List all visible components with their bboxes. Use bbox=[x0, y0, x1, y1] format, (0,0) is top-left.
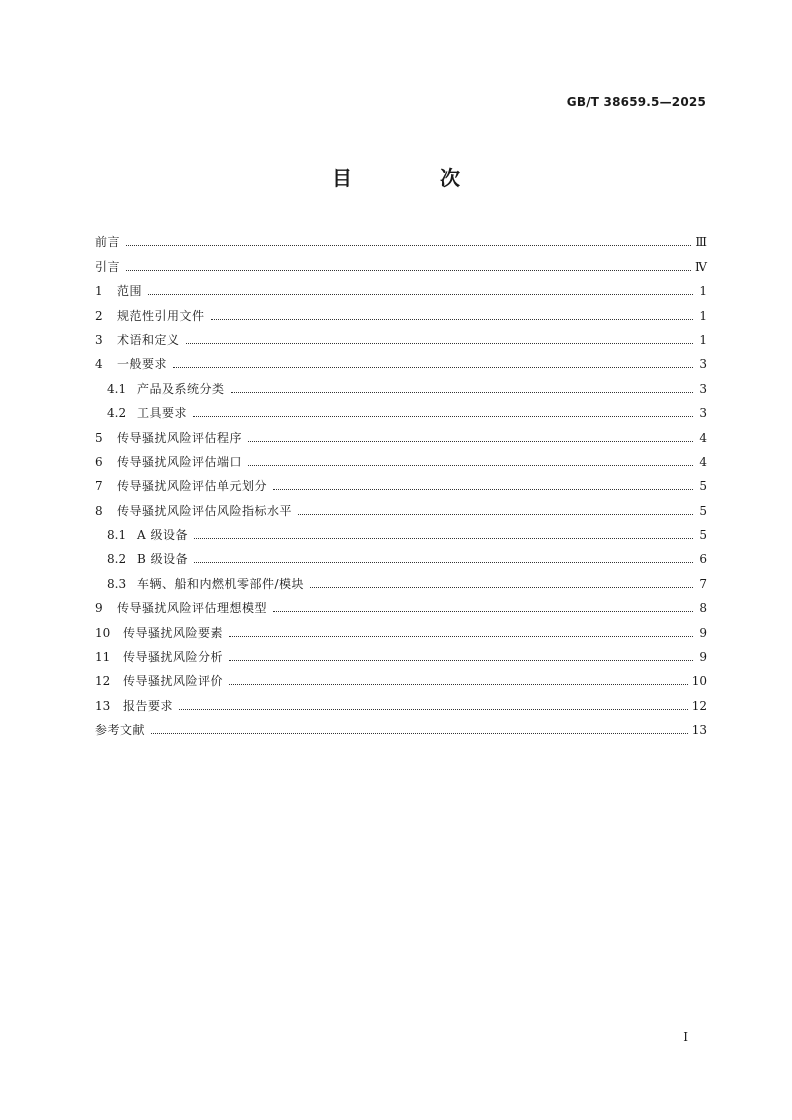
toc-entry-page: 7 bbox=[699, 576, 707, 591]
toc-entry-introduction[interactable] bbox=[95, 250, 707, 274]
toc-entry-number: 3 bbox=[95, 332, 103, 347]
standard-code: GB/T 38659.5—2025 bbox=[566, 95, 706, 109]
toc-entry-label: 一般要求 bbox=[117, 357, 168, 372]
page-number: Ⅰ bbox=[683, 1030, 688, 1044]
toc-entry-label: 传导骚扰风险评估单元划分 bbox=[117, 479, 268, 494]
toc-entry-page: 3 bbox=[699, 357, 707, 372]
toc-entry-page: 6 bbox=[699, 552, 707, 567]
toc-entry-9[interactable] bbox=[95, 592, 707, 616]
toc-entry-number: 8.3 bbox=[107, 576, 127, 591]
toc-entry-page: 3 bbox=[699, 381, 707, 396]
toc-entry-11[interactable] bbox=[95, 641, 707, 665]
table-of-contents bbox=[95, 226, 707, 738]
toc-entry-foreword[interactable] bbox=[95, 226, 707, 250]
toc-entry-page: 3 bbox=[699, 406, 707, 421]
toc-leader-dots bbox=[248, 464, 693, 466]
toc-leader-dots bbox=[229, 659, 693, 661]
toc-leader-dots bbox=[126, 269, 691, 271]
toc-entry-page: Ⅳ bbox=[695, 259, 707, 274]
toc-leader-dots bbox=[194, 537, 693, 539]
toc-entry-4[interactable] bbox=[95, 348, 707, 372]
toc-entry-page: 1 bbox=[699, 284, 707, 299]
toc-entry-6[interactable] bbox=[95, 446, 707, 470]
toc-entry-page: 5 bbox=[699, 479, 707, 494]
toc-entry-label: 前言 bbox=[95, 235, 121, 250]
toc-leader-dots bbox=[193, 415, 693, 417]
toc-entry-label: 传导骚扰风险评估程序 bbox=[117, 430, 243, 445]
toc-entry-label: 车辆、船和内燃机零部件/模块 bbox=[137, 576, 305, 591]
toc-entry-page: 5 bbox=[699, 528, 707, 543]
toc-entry-label: 传导骚扰风险分析 bbox=[123, 650, 224, 665]
toc-leader-dots bbox=[148, 293, 693, 295]
toc-entry-label: 规范性引用文件 bbox=[117, 308, 205, 323]
toc-entry-number: 8.1 bbox=[107, 528, 127, 543]
toc-entry-number: 4 bbox=[95, 357, 103, 372]
toc-leader-dots bbox=[173, 366, 693, 368]
toc-entry-2[interactable] bbox=[95, 299, 707, 323]
toc-entry-4-1[interactable] bbox=[95, 372, 707, 396]
toc-entry-number: 1 bbox=[95, 284, 103, 299]
toc-entry-page: 12 bbox=[691, 698, 707, 713]
toc-entry-label: 参考文献 bbox=[95, 723, 146, 738]
toc-leader-dots bbox=[248, 440, 693, 442]
toc-entry-page: Ⅲ bbox=[695, 235, 707, 250]
toc-entry-page: 10 bbox=[691, 674, 707, 689]
toc-entry-5[interactable] bbox=[95, 421, 707, 445]
toc-leader-dots bbox=[126, 244, 691, 246]
toc-entry-number: 5 bbox=[95, 430, 103, 445]
toc-entry-1[interactable] bbox=[95, 275, 707, 299]
toc-entry-label: B 级设备 bbox=[137, 552, 189, 567]
toc-entry-label: 传导骚扰风险评价 bbox=[123, 674, 224, 689]
toc-entry-number: 9 bbox=[95, 601, 103, 616]
toc-leader-dots bbox=[179, 708, 688, 710]
toc-entry-label: 术语和定义 bbox=[117, 332, 180, 347]
toc-entry-label: 传导骚扰风险评估风险指标水平 bbox=[117, 503, 293, 518]
toc-leader-dots bbox=[298, 513, 693, 515]
toc-entry-number: 2 bbox=[95, 308, 103, 323]
toc-entry-3[interactable] bbox=[95, 324, 707, 348]
toc-entry-number: 11 bbox=[95, 650, 111, 665]
toc-entry-label: 工具要求 bbox=[137, 406, 188, 421]
toc-entry-8-1[interactable] bbox=[95, 519, 707, 543]
toc-leader-dots bbox=[273, 610, 693, 612]
toc-entry-10[interactable] bbox=[95, 616, 707, 640]
toc-leader-dots bbox=[229, 683, 688, 685]
toc-entry-number: 10 bbox=[95, 625, 111, 640]
toc-entry-label: 传导骚扰风险要素 bbox=[123, 625, 224, 640]
toc-entry-8-2[interactable] bbox=[95, 543, 707, 567]
toc-leader-dots bbox=[151, 732, 688, 734]
toc-leader-dots bbox=[186, 342, 693, 344]
toc-entry-page: 4 bbox=[699, 430, 707, 445]
toc-leader-dots bbox=[273, 488, 693, 490]
toc-entry-7[interactable] bbox=[95, 470, 707, 494]
toc-entry-label: 传导骚扰风险评估端口 bbox=[117, 454, 243, 469]
toc-entry-4-2[interactable] bbox=[95, 397, 707, 421]
toc-entry-page: 9 bbox=[699, 650, 707, 665]
toc-entry-number: 6 bbox=[95, 454, 103, 469]
toc-entry-8-3[interactable] bbox=[95, 567, 707, 591]
toc-entry-12[interactable] bbox=[95, 665, 707, 689]
toc-entry-number: 8.2 bbox=[107, 552, 127, 567]
toc-entry-label: 产品及系统分类 bbox=[137, 381, 225, 396]
toc-leader-dots bbox=[310, 586, 693, 588]
toc-entry-page: 5 bbox=[699, 503, 707, 518]
toc-entry-page: 4 bbox=[699, 454, 707, 469]
toc-entry-number: 12 bbox=[95, 674, 111, 689]
toc-entry-number: 4.1 bbox=[107, 381, 127, 396]
toc-entry-label: 引言 bbox=[95, 259, 121, 274]
toc-entry-number: 4.2 bbox=[107, 406, 127, 421]
toc-entry-number: 8 bbox=[95, 503, 103, 518]
toc-entry-page: 9 bbox=[699, 625, 707, 640]
toc-leader-dots bbox=[231, 391, 693, 393]
toc-entry-number: 13 bbox=[95, 698, 111, 713]
toc-entry-label: 传导骚扰风险评估理想模型 bbox=[117, 601, 268, 616]
toc-entry-page: 13 bbox=[691, 723, 707, 738]
toc-entry-8[interactable] bbox=[95, 494, 707, 518]
toc-entry-number: 7 bbox=[95, 479, 103, 494]
toc-entry-bibliography[interactable] bbox=[95, 714, 707, 738]
toc-entry-label: 报告要求 bbox=[123, 698, 174, 713]
toc-entry-label: A 级设备 bbox=[137, 528, 188, 543]
toc-entry-13[interactable] bbox=[95, 689, 707, 713]
toc-entry-page: 1 bbox=[699, 332, 707, 347]
toc-entry-page: 1 bbox=[699, 308, 707, 323]
toc-entry-page: 8 bbox=[699, 601, 707, 616]
toc-title: 目 次 bbox=[332, 166, 494, 190]
toc-leader-dots bbox=[211, 318, 693, 320]
toc-leader-dots bbox=[194, 561, 693, 563]
toc-entry-label: 范围 bbox=[117, 284, 143, 299]
toc-leader-dots bbox=[229, 635, 693, 637]
